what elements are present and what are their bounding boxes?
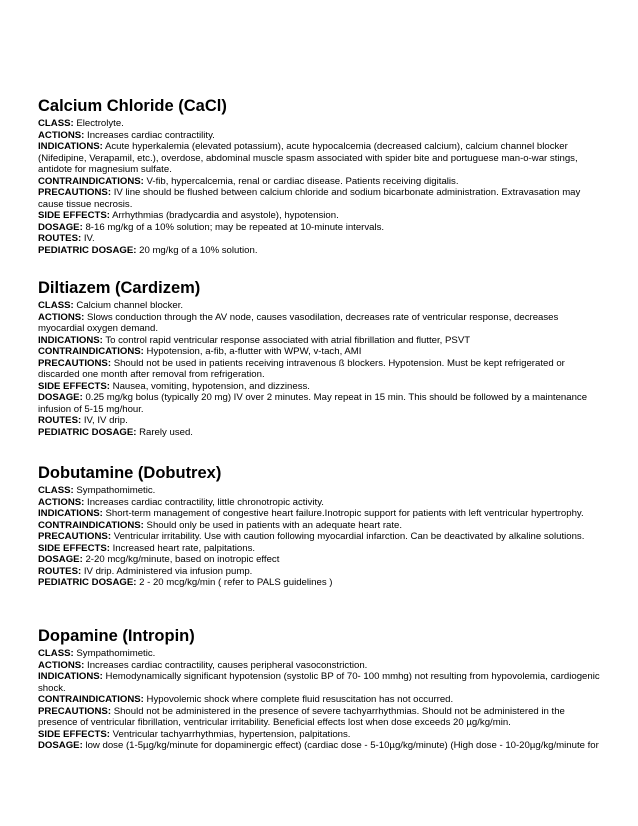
field-label: DOSAGE:	[38, 392, 83, 403]
drug-field	[38, 187, 602, 210]
drug-field	[38, 660, 602, 672]
drug-field	[38, 508, 584, 520]
drug-fields	[38, 648, 602, 752]
drug-field	[38, 485, 584, 497]
field-label: ACTIONS:	[38, 496, 85, 508]
drug-title: Dobutamine (Dobutrex)	[38, 464, 222, 482]
field-label: INDICATIONS:	[38, 508, 103, 519]
drug-field	[38, 130, 602, 142]
field-value: Slows conduction through the AV node, causes vasodilation, decreases rate of ventricular response, decreases myocardial oxygen demand.	[38, 311, 559, 334]
field-value: 8-16 mg/kg of a 10% solution; may be repeated at 10-minute intervals.	[82, 221, 385, 233]
field-label: CLASS:	[38, 118, 74, 129]
drug-section-diltiazem	[38, 278, 602, 438]
field-value: 20 mg/kg of a 10% solution.	[136, 244, 258, 256]
drug-field	[38, 671, 602, 694]
field-label: SIDE EFFECTS:	[38, 210, 110, 221]
drug-field	[38, 141, 602, 176]
field-label: PEDIATRIC DOSAGE:	[38, 426, 137, 438]
drug-field	[38, 554, 584, 566]
field-label: CONTRAINDICATIONS:	[38, 346, 144, 357]
field-label: CLASS:	[38, 648, 74, 659]
field-value: Increases cardiac contractility, little chronotropic activity.	[84, 496, 324, 508]
field-label: ACTIONS:	[38, 311, 85, 323]
field-value: Sympathomimetic.	[73, 485, 156, 496]
field-value: Ventricular irritability. Use with caution following myocardial infarction. Can be deactivated by alkaline solutions.	[111, 531, 585, 542]
field-label: DOSAGE:	[38, 554, 83, 565]
field-value: Hypotension, a-fib, a-flutter with WPW, v-tach, AMI	[143, 346, 362, 357]
field-value: Hypovolemic shock where complete fluid resuscitation has not occurred.	[143, 694, 454, 705]
field-label: ACTIONS:	[38, 129, 85, 141]
drug-fields	[38, 485, 584, 589]
field-value: Hemodynamically significant hypotension (systolic BP of 70- 100 mmhg) not resulting from hypovolemia, cardiogenic shock.	[38, 671, 600, 694]
field-label: INDICATIONS:	[38, 141, 103, 152]
field-value: Should only be used in patients with an adequate heart rate.	[143, 519, 403, 531]
field-label: CLASS:	[38, 300, 74, 311]
field-value: IV line should be flushed between calcium chloride and sodium bicarbonate administration. Extravasation may cause tissue necrosis.	[38, 187, 581, 210]
drug-field	[38, 566, 584, 578]
drug-field	[38, 577, 584, 589]
field-label: SIDE EFFECTS:	[38, 380, 110, 392]
drug-field	[38, 381, 602, 393]
field-label: CONTRAINDICATIONS:	[38, 519, 144, 531]
drug-field	[38, 427, 602, 439]
field-value: Arrhythmias (bradycardia and asystole), hypotension.	[109, 210, 339, 221]
field-value: Sympathomimetic.	[73, 648, 156, 659]
drug-field	[38, 497, 584, 509]
field-value: low dose (1-5µg/kg/minute for dopaminergic effect) (cardiac dose - 5-10µg/kg/minute) (High dose - 10-20µg/kg/minute for	[82, 740, 599, 751]
drug-title: Dopamine (Intropin)	[38, 627, 195, 645]
drug-field	[38, 694, 602, 706]
field-value: V-fib, hypercalcemia, renal or cardiac disease. Patients receiving digitalis.	[143, 175, 459, 187]
field-value: 2-20 mcg/kg/minute, based on inotropic effect	[82, 554, 280, 565]
field-value: Rarely used.	[136, 426, 193, 438]
drug-field	[38, 346, 602, 358]
field-label: CLASS:	[38, 485, 74, 496]
field-value: Short-term management of congestive heart failure.Inotropic support for patients with left ventricular hypertrophy.	[102, 508, 584, 519]
drug-field	[38, 335, 602, 347]
field-label: SIDE EFFECTS:	[38, 542, 110, 554]
field-label: PRECAUTIONS:	[38, 531, 112, 542]
field-value: Increases cardiac contractility.	[84, 129, 215, 141]
field-label: SIDE EFFECTS:	[38, 728, 110, 740]
field-label: PRECAUTIONS:	[38, 187, 112, 198]
field-label: PRECAUTIONS:	[38, 705, 112, 717]
field-value: IV, IV drip.	[81, 415, 128, 426]
field-label: INDICATIONS:	[38, 671, 103, 682]
field-label: DOSAGE:	[38, 221, 83, 233]
drug-title: Diltiazem (Cardizem)	[38, 279, 201, 297]
field-value: 2 - 20 mcg/kg/min ( refer to PALS guidelines )	[136, 577, 333, 588]
field-label: PEDIATRIC DOSAGE:	[38, 244, 137, 256]
field-value: Increases cardiac contractility, causes peripheral vasoconstriction.	[84, 659, 368, 671]
drug-fields	[38, 300, 602, 438]
field-value: Acute hyperkalemia (elevated potassium), acute hypocalcemia (decreased calcium), calcium channel blocker (Nifedipine, Verapamil, etc.), overdose, abdominal muscle spasm associated with spider bite and portuguese man-o-war stings, antidote for magnesium sulfate.	[38, 141, 578, 175]
drug-title: Calcium Chloride (CaCl)	[38, 97, 227, 115]
drug-field	[38, 233, 602, 245]
field-value: 0.25 mg/kg bolus (typically 20 mg) IV over 2 minutes. May repeat in 15 min. This should be followed by a maintenance infusion of 5-15 mg/hour.	[38, 392, 588, 415]
field-label: PEDIATRIC DOSAGE:	[38, 577, 137, 588]
field-label: ROUTES:	[38, 565, 82, 577]
drug-field	[38, 648, 602, 660]
field-value: IV.	[81, 233, 95, 244]
drug-field	[38, 300, 602, 312]
field-label: ROUTES:	[38, 233, 82, 244]
field-label: ACTIONS:	[38, 659, 85, 671]
drug-field	[38, 118, 602, 130]
field-value: Nausea, vomiting, hypotension, and dizziness.	[109, 380, 310, 392]
drug-field	[38, 531, 584, 543]
drug-field	[38, 222, 602, 234]
field-label: DOSAGE:	[38, 740, 83, 751]
drug-section-dopamine	[38, 626, 602, 752]
field-label: INDICATIONS:	[38, 334, 103, 346]
drug-field	[38, 729, 602, 741]
drug-field	[38, 210, 602, 222]
drug-field	[38, 520, 584, 532]
drug-field	[38, 543, 584, 555]
drug-field	[38, 312, 602, 335]
field-value: Should not be used in patients receiving intravenous ß blockers. Hypotension. Must be kept refrigerated or discarded one month after removal from refrigeration.	[38, 357, 565, 380]
field-value: Electrolyte.	[73, 118, 124, 129]
field-value: Calcium channel blocker.	[73, 300, 184, 311]
field-label: PRECAUTIONS:	[38, 357, 112, 369]
drug-field	[38, 176, 602, 188]
drug-field	[38, 245, 602, 257]
field-value: Ventricular tachyarrhythmias, hypertension, palpitations.	[109, 728, 351, 740]
drug-field	[38, 415, 602, 427]
drug-field	[38, 358, 602, 381]
drug-field	[38, 706, 602, 729]
drug-fields	[38, 118, 602, 256]
drug-section-dobutamine	[38, 463, 584, 589]
field-label: CONTRAINDICATIONS:	[38, 694, 144, 705]
field-value: Should not be administered in the presence of severe tachyarrhythmias. Should not be administered in the presence of ventricular fibrillation, ventricular irritability. Beneficial effects lost when dose exceeds 20 µg/kg/min.	[38, 705, 565, 728]
field-value: IV drip. Administered via infusion pump.	[81, 565, 253, 577]
field-label: ROUTES:	[38, 415, 82, 426]
field-label: CONTRAINDICATIONS:	[38, 175, 144, 187]
field-value: To control rapid ventricular response associated with atrial fibrillation and flutter, PSVT	[102, 334, 471, 346]
field-value: Increased heart rate, palpitations.	[109, 542, 256, 554]
drug-section-calcium-chloride	[38, 96, 602, 256]
drug-field	[38, 392, 602, 415]
drug-field	[38, 740, 602, 752]
